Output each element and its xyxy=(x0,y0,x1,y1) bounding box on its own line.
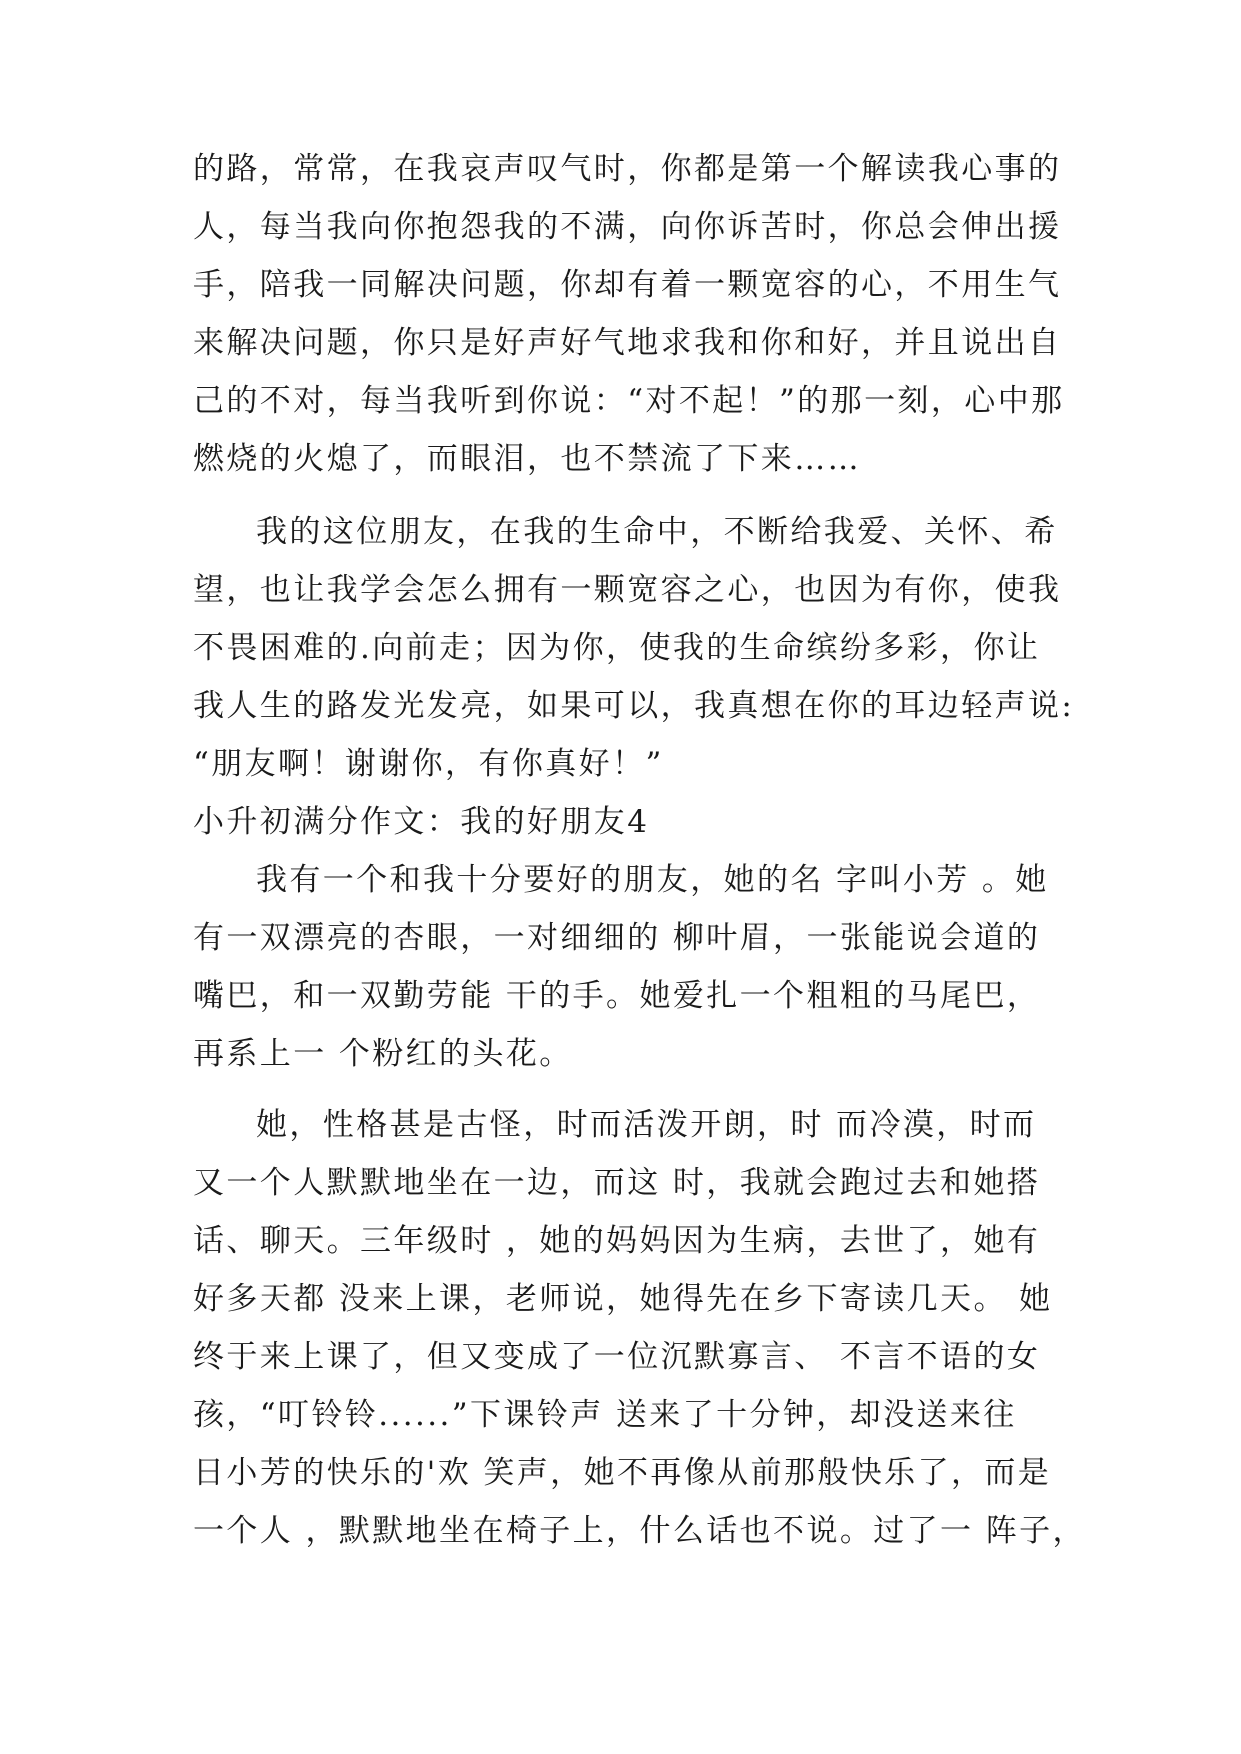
text-line: 己的不对，每当我听到你说：“对不起！”的那一刻，心中那 xyxy=(193,383,1065,419)
text-line: 燃烧的火熄了，而眼泪，也不禁流了下来…… xyxy=(193,441,861,477)
text-line: 手，陪我一同解决问题，你却有着一颗宽容的心，不用生气 xyxy=(193,267,1062,303)
text-line: 人，每当我向你抱怨我的不满，向你诉苦时，你总会伸出援 xyxy=(193,209,1062,245)
text-line: 再系上一 个粉红的头花。 xyxy=(193,1036,573,1072)
text-line: 日小芳的快乐的'欢 笑声，她不再像从前那般快乐了，而是 xyxy=(193,1455,1052,1491)
text-line: 不畏困难的.向前走；因为你，使我的生命缤纷多彩，你让 xyxy=(193,630,1041,666)
text-line: 话、聊天。三年级时 ，她的妈妈因为生病，去世了，她有 xyxy=(193,1223,1041,1259)
text-line: 又一个人默默地坐在一边，而这 时，我就会跑过去和她搭 xyxy=(193,1165,1041,1201)
text-line: 我人生的路发光发亮，如果可以，我真想在你的耳边轻声说: xyxy=(193,688,1075,724)
section-heading: 小升初满分作文：我的好朋友4 xyxy=(193,804,650,840)
text-line: 来解决问题，你只是好声好气地求我和你和好，并且说出自 xyxy=(193,325,1062,361)
text-line: 嘴巴，和一双勤劳能 干的手。她爱扎一个粗粗的马尾巴， xyxy=(193,978,1041,1014)
text-line: 有一双漂亮的杏眼，一对细细的 柳叶眉，一张能说会道的 xyxy=(193,920,1041,956)
text-line: 的路，常常，在我哀声叹气时，你都是第一个解读我心事的 xyxy=(193,151,1062,187)
paragraph-first-line: 我有一个和我十分要好的朋友，她的名 字叫小芳 。她 xyxy=(256,862,1049,898)
text-line: 终于来上课了，但又变成了一位沉默寡言、 不言不语的女 xyxy=(193,1339,1041,1375)
text-line: 望，也让我学会怎么拥有一颗宽容之心，也因为有你，使我 xyxy=(193,572,1062,608)
text-line: “朋友啊！谢谢你，有你真好！” xyxy=(193,746,664,782)
text-line: 孩，“叮铃铃......”下课铃声 送来了十分钟，却没送来往 xyxy=(193,1397,1017,1433)
text-line: 一个人 ，默默地坐在椅子上，什么话也不说。过了一 阵子， xyxy=(193,1513,1086,1549)
paragraph-first-line: 她，性格甚是古怪，时而活泼开朗，时 而冷漠，时而 xyxy=(256,1107,1037,1143)
paragraph-first-line: 我的这位朋友，在我的生命中，不断给我爱、关怀、希 xyxy=(256,514,1058,550)
text-line: 好多天都 没来上课，老师说，她得先在乡下寄读几天。 她 xyxy=(193,1281,1053,1317)
